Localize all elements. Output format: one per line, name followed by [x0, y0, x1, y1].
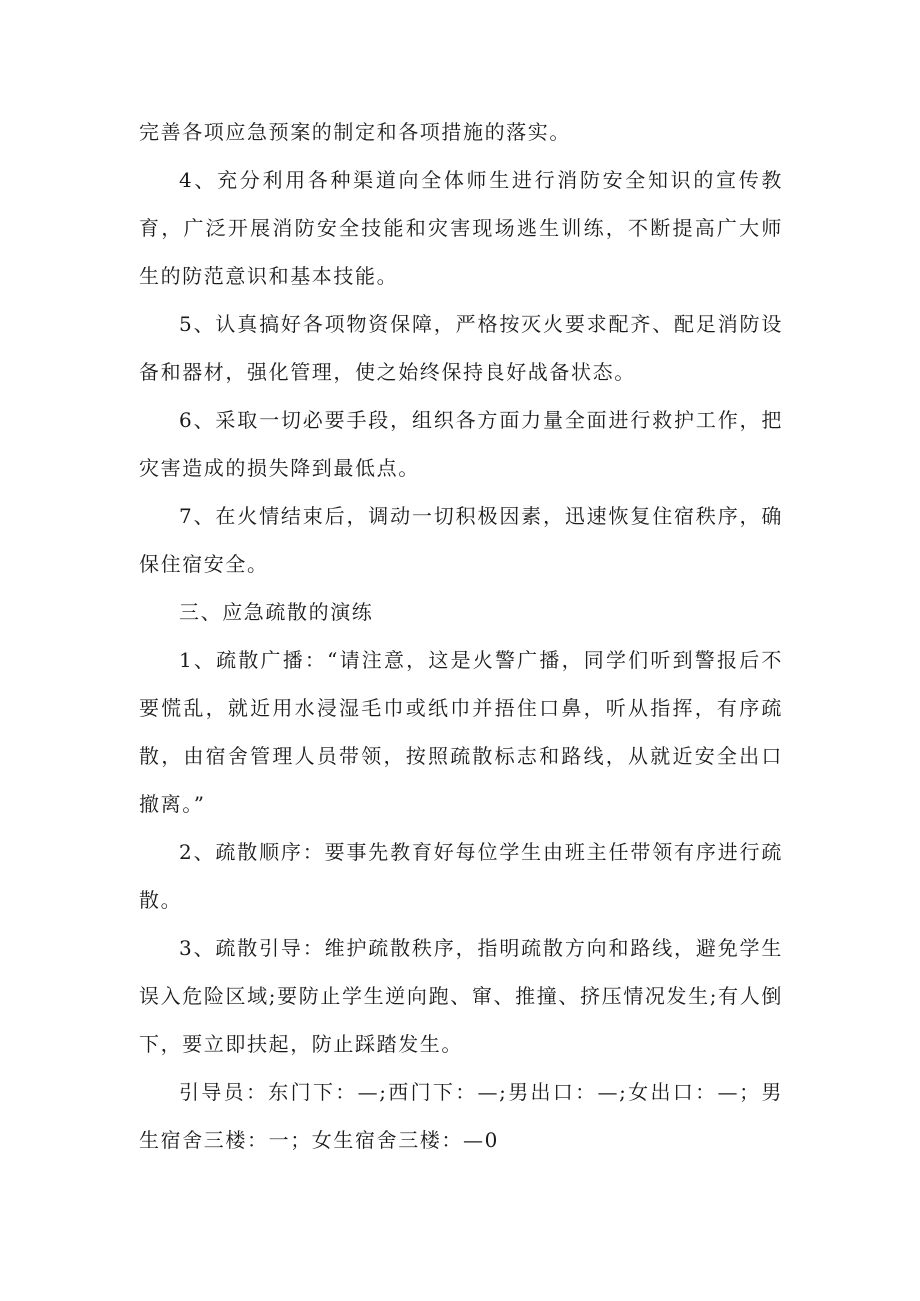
document-body — [139, 108, 783, 1164]
paragraph-item-4: 4、充分利用各种渠道向全体师生进行消防安全知识的宣传教育，广泛开展消防安全技能和灾害现场逃生训练，不断提高广大师生的防范意识和基本技能。 — [139, 168, 783, 288]
paragraph-evacuation-broadcast: 1、疏散广播：“请注意，这是火警广播，同学们听到警报后不要慌乱，就近用水浸湿毛巾或纸巾并捂住口鼻，听从指挥，有序疏散，由宿舍管理人员带领，按照疏散标志和路线，从就近安全出口撤离。” — [139, 648, 783, 816]
section-heading-evacuation-drill: 三、应急疏散的演练 — [179, 600, 374, 624]
paragraph-continuation: 完善各项应急预案的制定和各项措施的落实。 — [139, 120, 571, 144]
paragraph-item-7: 7、在火情结束后，调动一切积极因素，迅速恢复住宿秩序，确保住宿安全。 — [139, 504, 783, 576]
paragraph-evacuation-guidance: 3、疏散引导：维护疏散秩序，指明疏散方向和路线，避免学生误入危险区域;要防止学生逆向跑、窜、推撞、挤压情况发生;有人倒下，要立即扶起，防止踩踏发生。 — [139, 936, 783, 1056]
paragraph-item-5: 5、认真搞好各项物资保障，严格按灭火要求配齐、配足消防设备和器材，强化管理，使之始终保持良好战备状态。 — [139, 312, 783, 384]
paragraph-evacuation-order: 2、疏散顺序：要事先教育好每位学生由班主任带领有序进行疏散。 — [139, 840, 783, 912]
paragraph-guides-list: 引导员：东门下：—;西门下：—;男出口：—;女出口：—；男生宿舍三楼：一；女生宿舍三楼：—0 — [139, 1080, 783, 1152]
paragraph-item-6: 6、采取一切必要手段，组织各方面力量全面进行救护工作，把灾害造成的损失降到最低点。 — [139, 408, 783, 480]
